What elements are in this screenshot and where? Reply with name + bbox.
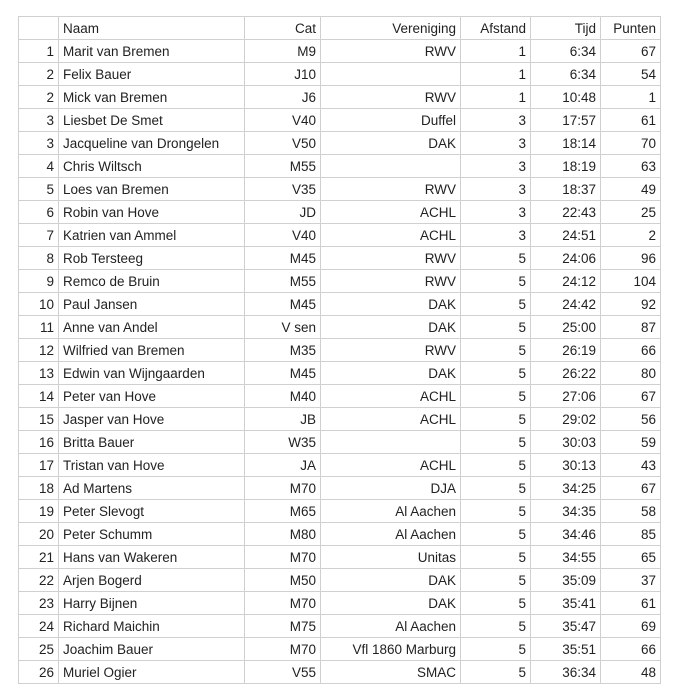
cell-time: 30:03 xyxy=(531,431,601,454)
cell-dist: 5 xyxy=(461,615,531,638)
cell-club: Duffel xyxy=(321,109,461,132)
cell-name: Felix Bauer xyxy=(59,63,245,86)
cell-name: Hans van Wakeren xyxy=(59,546,245,569)
cell-rank: 1 xyxy=(19,40,59,63)
cell-dist: 3 xyxy=(461,201,531,224)
cell-cat: M70 xyxy=(245,638,321,661)
results-table xyxy=(18,16,661,684)
cell-name: Katrien van Ammel xyxy=(59,224,245,247)
header-cat: Cat xyxy=(245,17,321,40)
cell-rank: 2 xyxy=(19,86,59,109)
table-row xyxy=(19,155,661,178)
cell-time: 34:55 xyxy=(531,546,601,569)
cell-pts: 1 xyxy=(601,86,661,109)
table-row xyxy=(19,523,661,546)
cell-dist: 5 xyxy=(461,661,531,684)
cell-name: Robin van Hove xyxy=(59,201,245,224)
cell-name: Loes van Bremen xyxy=(59,178,245,201)
cell-club: RWV xyxy=(321,339,461,362)
cell-pts: 61 xyxy=(601,592,661,615)
cell-rank: 23 xyxy=(19,592,59,615)
cell-pts: 43 xyxy=(601,454,661,477)
cell-time: 22:43 xyxy=(531,201,601,224)
table-row xyxy=(19,615,661,638)
cell-cat: J6 xyxy=(245,86,321,109)
cell-name: Peter Slevogt xyxy=(59,500,245,523)
cell-name: Arjen Bogerd xyxy=(59,569,245,592)
cell-name: Jacqueline van Drongelen xyxy=(59,132,245,155)
cell-name: Jasper van Hove xyxy=(59,408,245,431)
cell-time: 26:22 xyxy=(531,362,601,385)
cell-dist: 5 xyxy=(461,592,531,615)
cell-name: Wilfried van Bremen xyxy=(59,339,245,362)
table-row xyxy=(19,339,661,362)
cell-rank: 17 xyxy=(19,454,59,477)
cell-cat: JA xyxy=(245,454,321,477)
cell-name: Rob Tersteeg xyxy=(59,247,245,270)
cell-club: DAK xyxy=(321,592,461,615)
cell-dist: 5 xyxy=(461,546,531,569)
header-dist: Afstand xyxy=(461,17,531,40)
cell-cat: J10 xyxy=(245,63,321,86)
table-row xyxy=(19,270,661,293)
header-rank xyxy=(19,17,59,40)
cell-cat: M40 xyxy=(245,385,321,408)
table-row xyxy=(19,132,661,155)
cell-cat: M70 xyxy=(245,592,321,615)
cell-club: ACHL xyxy=(321,385,461,408)
cell-club: DAK xyxy=(321,362,461,385)
cell-pts: 67 xyxy=(601,385,661,408)
cell-time: 24:12 xyxy=(531,270,601,293)
cell-pts: 37 xyxy=(601,569,661,592)
table-row xyxy=(19,40,661,63)
cell-cat: M55 xyxy=(245,155,321,178)
cell-club: RWV xyxy=(321,247,461,270)
cell-name: Mick van Bremen xyxy=(59,86,245,109)
cell-dist: 5 xyxy=(461,339,531,362)
cell-time: 35:47 xyxy=(531,615,601,638)
cell-cat: M65 xyxy=(245,500,321,523)
table-row xyxy=(19,362,661,385)
cell-rank: 10 xyxy=(19,293,59,316)
cell-cat: V sen xyxy=(245,316,321,339)
cell-dist: 3 xyxy=(461,132,531,155)
cell-name: Muriel Ogier xyxy=(59,661,245,684)
cell-rank: 26 xyxy=(19,661,59,684)
cell-cat: V55 xyxy=(245,661,321,684)
cell-name: Britta Bauer xyxy=(59,431,245,454)
cell-club: RWV xyxy=(321,40,461,63)
cell-name: Ad Martens xyxy=(59,477,245,500)
cell-rank: 20 xyxy=(19,523,59,546)
cell-club: DJA xyxy=(321,477,461,500)
cell-pts: 63 xyxy=(601,155,661,178)
cell-dist: 1 xyxy=(461,86,531,109)
cell-club: DAK xyxy=(321,316,461,339)
cell-rank: 3 xyxy=(19,109,59,132)
cell-club: DAK xyxy=(321,569,461,592)
cell-cat: M70 xyxy=(245,546,321,569)
cell-name: Chris Wiltsch xyxy=(59,155,245,178)
cell-pts: 67 xyxy=(601,40,661,63)
cell-cat: W35 xyxy=(245,431,321,454)
table-row xyxy=(19,247,661,270)
cell-time: 30:13 xyxy=(531,454,601,477)
cell-rank: 9 xyxy=(19,270,59,293)
header-time: Tijd xyxy=(531,17,601,40)
cell-club xyxy=(321,431,461,454)
cell-time: 29:02 xyxy=(531,408,601,431)
cell-name: Paul Jansen xyxy=(59,293,245,316)
cell-rank: 14 xyxy=(19,385,59,408)
cell-dist: 5 xyxy=(461,247,531,270)
cell-dist: 5 xyxy=(461,569,531,592)
cell-cat: M45 xyxy=(245,247,321,270)
cell-cat: M80 xyxy=(245,523,321,546)
table-row xyxy=(19,592,661,615)
cell-time: 18:14 xyxy=(531,132,601,155)
cell-time: 36:34 xyxy=(531,661,601,684)
cell-cat: M35 xyxy=(245,339,321,362)
cell-pts: 66 xyxy=(601,638,661,661)
cell-time: 34:25 xyxy=(531,477,601,500)
table-row xyxy=(19,385,661,408)
cell-club: Al Aachen xyxy=(321,615,461,638)
cell-pts: 59 xyxy=(601,431,661,454)
cell-dist: 5 xyxy=(461,454,531,477)
cell-time: 6:34 xyxy=(531,40,601,63)
table-row xyxy=(19,546,661,569)
cell-rank: 2 xyxy=(19,63,59,86)
cell-dist: 5 xyxy=(461,431,531,454)
cell-pts: 66 xyxy=(601,339,661,362)
cell-dist: 5 xyxy=(461,293,531,316)
cell-rank: 13 xyxy=(19,362,59,385)
cell-name: Anne van Andel xyxy=(59,316,245,339)
cell-dist: 3 xyxy=(461,224,531,247)
table-row xyxy=(19,86,661,109)
table-row xyxy=(19,454,661,477)
header-club: Vereniging xyxy=(321,17,461,40)
table-row xyxy=(19,661,661,684)
cell-rank: 11 xyxy=(19,316,59,339)
cell-name: Tristan van Hove xyxy=(59,454,245,477)
table-row xyxy=(19,431,661,454)
cell-rank: 19 xyxy=(19,500,59,523)
cell-pts: 65 xyxy=(601,546,661,569)
table-row xyxy=(19,477,661,500)
cell-rank: 24 xyxy=(19,615,59,638)
cell-dist: 5 xyxy=(461,500,531,523)
cell-time: 35:41 xyxy=(531,592,601,615)
cell-rank: 12 xyxy=(19,339,59,362)
cell-club: SMAC xyxy=(321,661,461,684)
cell-name: Peter Schumm xyxy=(59,523,245,546)
cell-dist: 5 xyxy=(461,362,531,385)
cell-pts: 87 xyxy=(601,316,661,339)
cell-dist: 3 xyxy=(461,155,531,178)
cell-rank: 5 xyxy=(19,178,59,201)
cell-time: 6:34 xyxy=(531,63,601,86)
cell-cat: M45 xyxy=(245,362,321,385)
cell-club: Al Aachen xyxy=(321,500,461,523)
cell-pts: 70 xyxy=(601,132,661,155)
cell-name: Joachim Bauer xyxy=(59,638,245,661)
cell-cat: M9 xyxy=(245,40,321,63)
cell-rank: 16 xyxy=(19,431,59,454)
cell-time: 25:00 xyxy=(531,316,601,339)
cell-rank: 22 xyxy=(19,569,59,592)
cell-time: 24:51 xyxy=(531,224,601,247)
table-row xyxy=(19,408,661,431)
cell-name: Peter van Hove xyxy=(59,385,245,408)
cell-club: RWV xyxy=(321,178,461,201)
cell-rank: 21 xyxy=(19,546,59,569)
cell-club: RWV xyxy=(321,270,461,293)
cell-rank: 3 xyxy=(19,132,59,155)
table-row xyxy=(19,293,661,316)
cell-cat: V35 xyxy=(245,178,321,201)
cell-dist: 5 xyxy=(461,385,531,408)
cell-name: Harry Bijnen xyxy=(59,592,245,615)
cell-rank: 18 xyxy=(19,477,59,500)
cell-rank: 4 xyxy=(19,155,59,178)
cell-dist: 1 xyxy=(461,63,531,86)
cell-pts: 92 xyxy=(601,293,661,316)
cell-cat: M55 xyxy=(245,270,321,293)
cell-name: Remco de Bruin xyxy=(59,270,245,293)
cell-time: 26:19 xyxy=(531,339,601,362)
header-row xyxy=(19,17,661,40)
cell-club: ACHL xyxy=(321,454,461,477)
cell-rank: 15 xyxy=(19,408,59,431)
cell-pts: 69 xyxy=(601,615,661,638)
cell-club: ACHL xyxy=(321,408,461,431)
cell-club: DAK xyxy=(321,293,461,316)
cell-time: 34:46 xyxy=(531,523,601,546)
cell-pts: 56 xyxy=(601,408,661,431)
cell-club: DAK xyxy=(321,132,461,155)
cell-dist: 5 xyxy=(461,270,531,293)
cell-club: ACHL xyxy=(321,201,461,224)
table-row xyxy=(19,201,661,224)
cell-pts: 49 xyxy=(601,178,661,201)
cell-cat: JB xyxy=(245,408,321,431)
cell-time: 17:57 xyxy=(531,109,601,132)
table-row xyxy=(19,224,661,247)
cell-rank: 8 xyxy=(19,247,59,270)
cell-rank: 25 xyxy=(19,638,59,661)
cell-pts: 80 xyxy=(601,362,661,385)
cell-time: 10:48 xyxy=(531,86,601,109)
cell-pts: 25 xyxy=(601,201,661,224)
cell-club: RWV xyxy=(321,86,461,109)
cell-time: 18:37 xyxy=(531,178,601,201)
cell-pts: 61 xyxy=(601,109,661,132)
cell-dist: 5 xyxy=(461,638,531,661)
cell-pts: 85 xyxy=(601,523,661,546)
cell-time: 18:19 xyxy=(531,155,601,178)
cell-club xyxy=(321,155,461,178)
cell-cat: JD xyxy=(245,201,321,224)
table-row xyxy=(19,178,661,201)
cell-name: Richard Maichin xyxy=(59,615,245,638)
cell-name: Edwin van Wijngaarden xyxy=(59,362,245,385)
cell-name: Marit van Bremen xyxy=(59,40,245,63)
cell-dist: 5 xyxy=(461,408,531,431)
cell-pts: 67 xyxy=(601,477,661,500)
cell-club: Unitas xyxy=(321,546,461,569)
cell-dist: 5 xyxy=(461,477,531,500)
cell-time: 34:35 xyxy=(531,500,601,523)
cell-cat: V40 xyxy=(245,109,321,132)
cell-time: 35:51 xyxy=(531,638,601,661)
cell-dist: 5 xyxy=(461,316,531,339)
cell-cat: M75 xyxy=(245,615,321,638)
cell-time: 24:42 xyxy=(531,293,601,316)
cell-club: Al Aachen xyxy=(321,523,461,546)
table-row xyxy=(19,500,661,523)
cell-cat: M50 xyxy=(245,569,321,592)
cell-rank: 6 xyxy=(19,201,59,224)
cell-pts: 48 xyxy=(601,661,661,684)
cell-pts: 58 xyxy=(601,500,661,523)
cell-pts: 104 xyxy=(601,270,661,293)
header-pts: Punten xyxy=(601,17,661,40)
cell-cat: M70 xyxy=(245,477,321,500)
cell-name: Liesbet De Smet xyxy=(59,109,245,132)
table-row xyxy=(19,63,661,86)
table-row xyxy=(19,316,661,339)
cell-dist: 3 xyxy=(461,109,531,132)
cell-pts: 2 xyxy=(601,224,661,247)
cell-club: ACHL xyxy=(321,224,461,247)
cell-dist: 1 xyxy=(461,40,531,63)
cell-cat: M45 xyxy=(245,293,321,316)
cell-cat: V50 xyxy=(245,132,321,155)
cell-club xyxy=(321,63,461,86)
cell-time: 24:06 xyxy=(531,247,601,270)
header-name: Naam xyxy=(59,17,245,40)
cell-dist: 3 xyxy=(461,178,531,201)
cell-rank: 7 xyxy=(19,224,59,247)
table-row xyxy=(19,569,661,592)
cell-time: 27:06 xyxy=(531,385,601,408)
cell-cat: V40 xyxy=(245,224,321,247)
table-row xyxy=(19,109,661,132)
cell-pts: 54 xyxy=(601,63,661,86)
cell-club: Vfl 1860 Marburg xyxy=(321,638,461,661)
table-row xyxy=(19,638,661,661)
cell-dist: 5 xyxy=(461,523,531,546)
cell-time: 35:09 xyxy=(531,569,601,592)
cell-pts: 96 xyxy=(601,247,661,270)
